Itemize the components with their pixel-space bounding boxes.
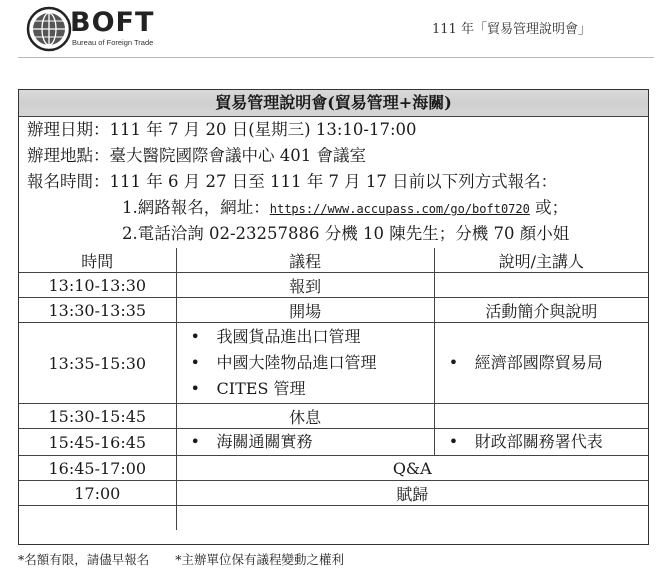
registration-method-web	[122, 198, 568, 219]
header-divider	[18, 57, 654, 58]
table-row	[19, 456, 648, 481]
brand-name: BOFT	[70, 7, 155, 38]
table-header-row	[19, 248, 648, 273]
agenda-bullet-item: • CITES 管理	[177, 376, 434, 402]
brand-subtitle: Bureau of Foreign Trade	[72, 38, 154, 47]
row-speaker	[434, 404, 648, 429]
registration-method-phone: 2.電話洽詢 02-23257886 分機 10 陳先生；分機 70 顏小姐	[122, 224, 570, 243]
registration-method-web-suffix: 或；	[529, 198, 569, 217]
table-row	[19, 323, 648, 404]
row-agenda: 報到	[176, 273, 434, 298]
schedule-table	[19, 248, 648, 530]
row-agenda	[176, 506, 648, 531]
globe-logo-icon	[26, 6, 72, 52]
event-date: 辦理日期：111 年 7 月 20 日(星期三) 13:10-17:00	[27, 120, 417, 139]
table-row	[19, 429, 648, 456]
row-agenda: 開場	[176, 298, 434, 323]
header-time: 時間	[19, 248, 176, 273]
agenda-bullet-item: • 海關通關實務	[177, 429, 434, 455]
document-title: 111 年「貿易管理說明會」	[432, 22, 591, 37]
agenda-bullet-item: • 我國貨品進出口管理	[177, 324, 434, 350]
row-agenda	[176, 429, 434, 456]
footnote-item: *主辦單位保有議程變動之權利	[175, 552, 345, 567]
table-row	[19, 273, 648, 298]
agenda-bullet-item: • 中國大陸物品進口管理	[177, 350, 434, 376]
row-speaker: 活動簡介與說明	[434, 298, 648, 323]
table-row	[19, 298, 648, 323]
row-agenda: 休息	[176, 404, 434, 429]
row-time: 17:00	[19, 481, 176, 506]
event-place: 辦理地點：臺大醫院國際會議中心 401 會議室	[27, 146, 366, 165]
footnotes	[18, 550, 366, 568]
table-row	[19, 506, 648, 531]
header-agenda: 議程	[176, 248, 434, 273]
table-row	[19, 404, 648, 429]
header-speaker: 說明/主講人	[434, 248, 648, 273]
registration-url-link[interactable]: https://www.accupass.com/go/boft0720	[269, 202, 530, 216]
row-agenda: Q&A	[176, 456, 648, 481]
table-row	[19, 481, 648, 506]
event-box	[18, 89, 649, 545]
row-time: 13:30-13:35	[19, 298, 176, 323]
row-speaker	[434, 273, 648, 298]
row-agenda: 賦歸	[176, 481, 648, 506]
row-speaker	[434, 323, 648, 404]
event-title: 貿易管理說明會(貿易管理+海關)	[19, 90, 648, 117]
row-time: 13:10-13:30	[19, 273, 176, 298]
speaker-bullet-item: • 經濟部國際貿易局	[435, 350, 648, 376]
page-header	[0, 0, 672, 60]
row-time: 15:30-15:45	[19, 404, 176, 429]
row-agenda	[176, 323, 434, 404]
registration-method-web-label: 1.網路報名，網址：	[122, 198, 270, 217]
speaker-bullet-item: • 財政部關務署代表	[435, 429, 648, 455]
row-time: 13:35-15:30	[19, 323, 176, 404]
registration-period: 報名時間：111 年 6 月 27 日至 111 年 7 月 17 日前以下列方式報名：	[27, 172, 558, 191]
row-time: 16:45-17:00	[19, 456, 176, 481]
row-speaker	[434, 429, 648, 456]
row-time	[19, 506, 176, 531]
footnote-item: *名額有限，請儘早報名	[18, 552, 150, 567]
row-time: 15:45-16:45	[19, 429, 176, 456]
